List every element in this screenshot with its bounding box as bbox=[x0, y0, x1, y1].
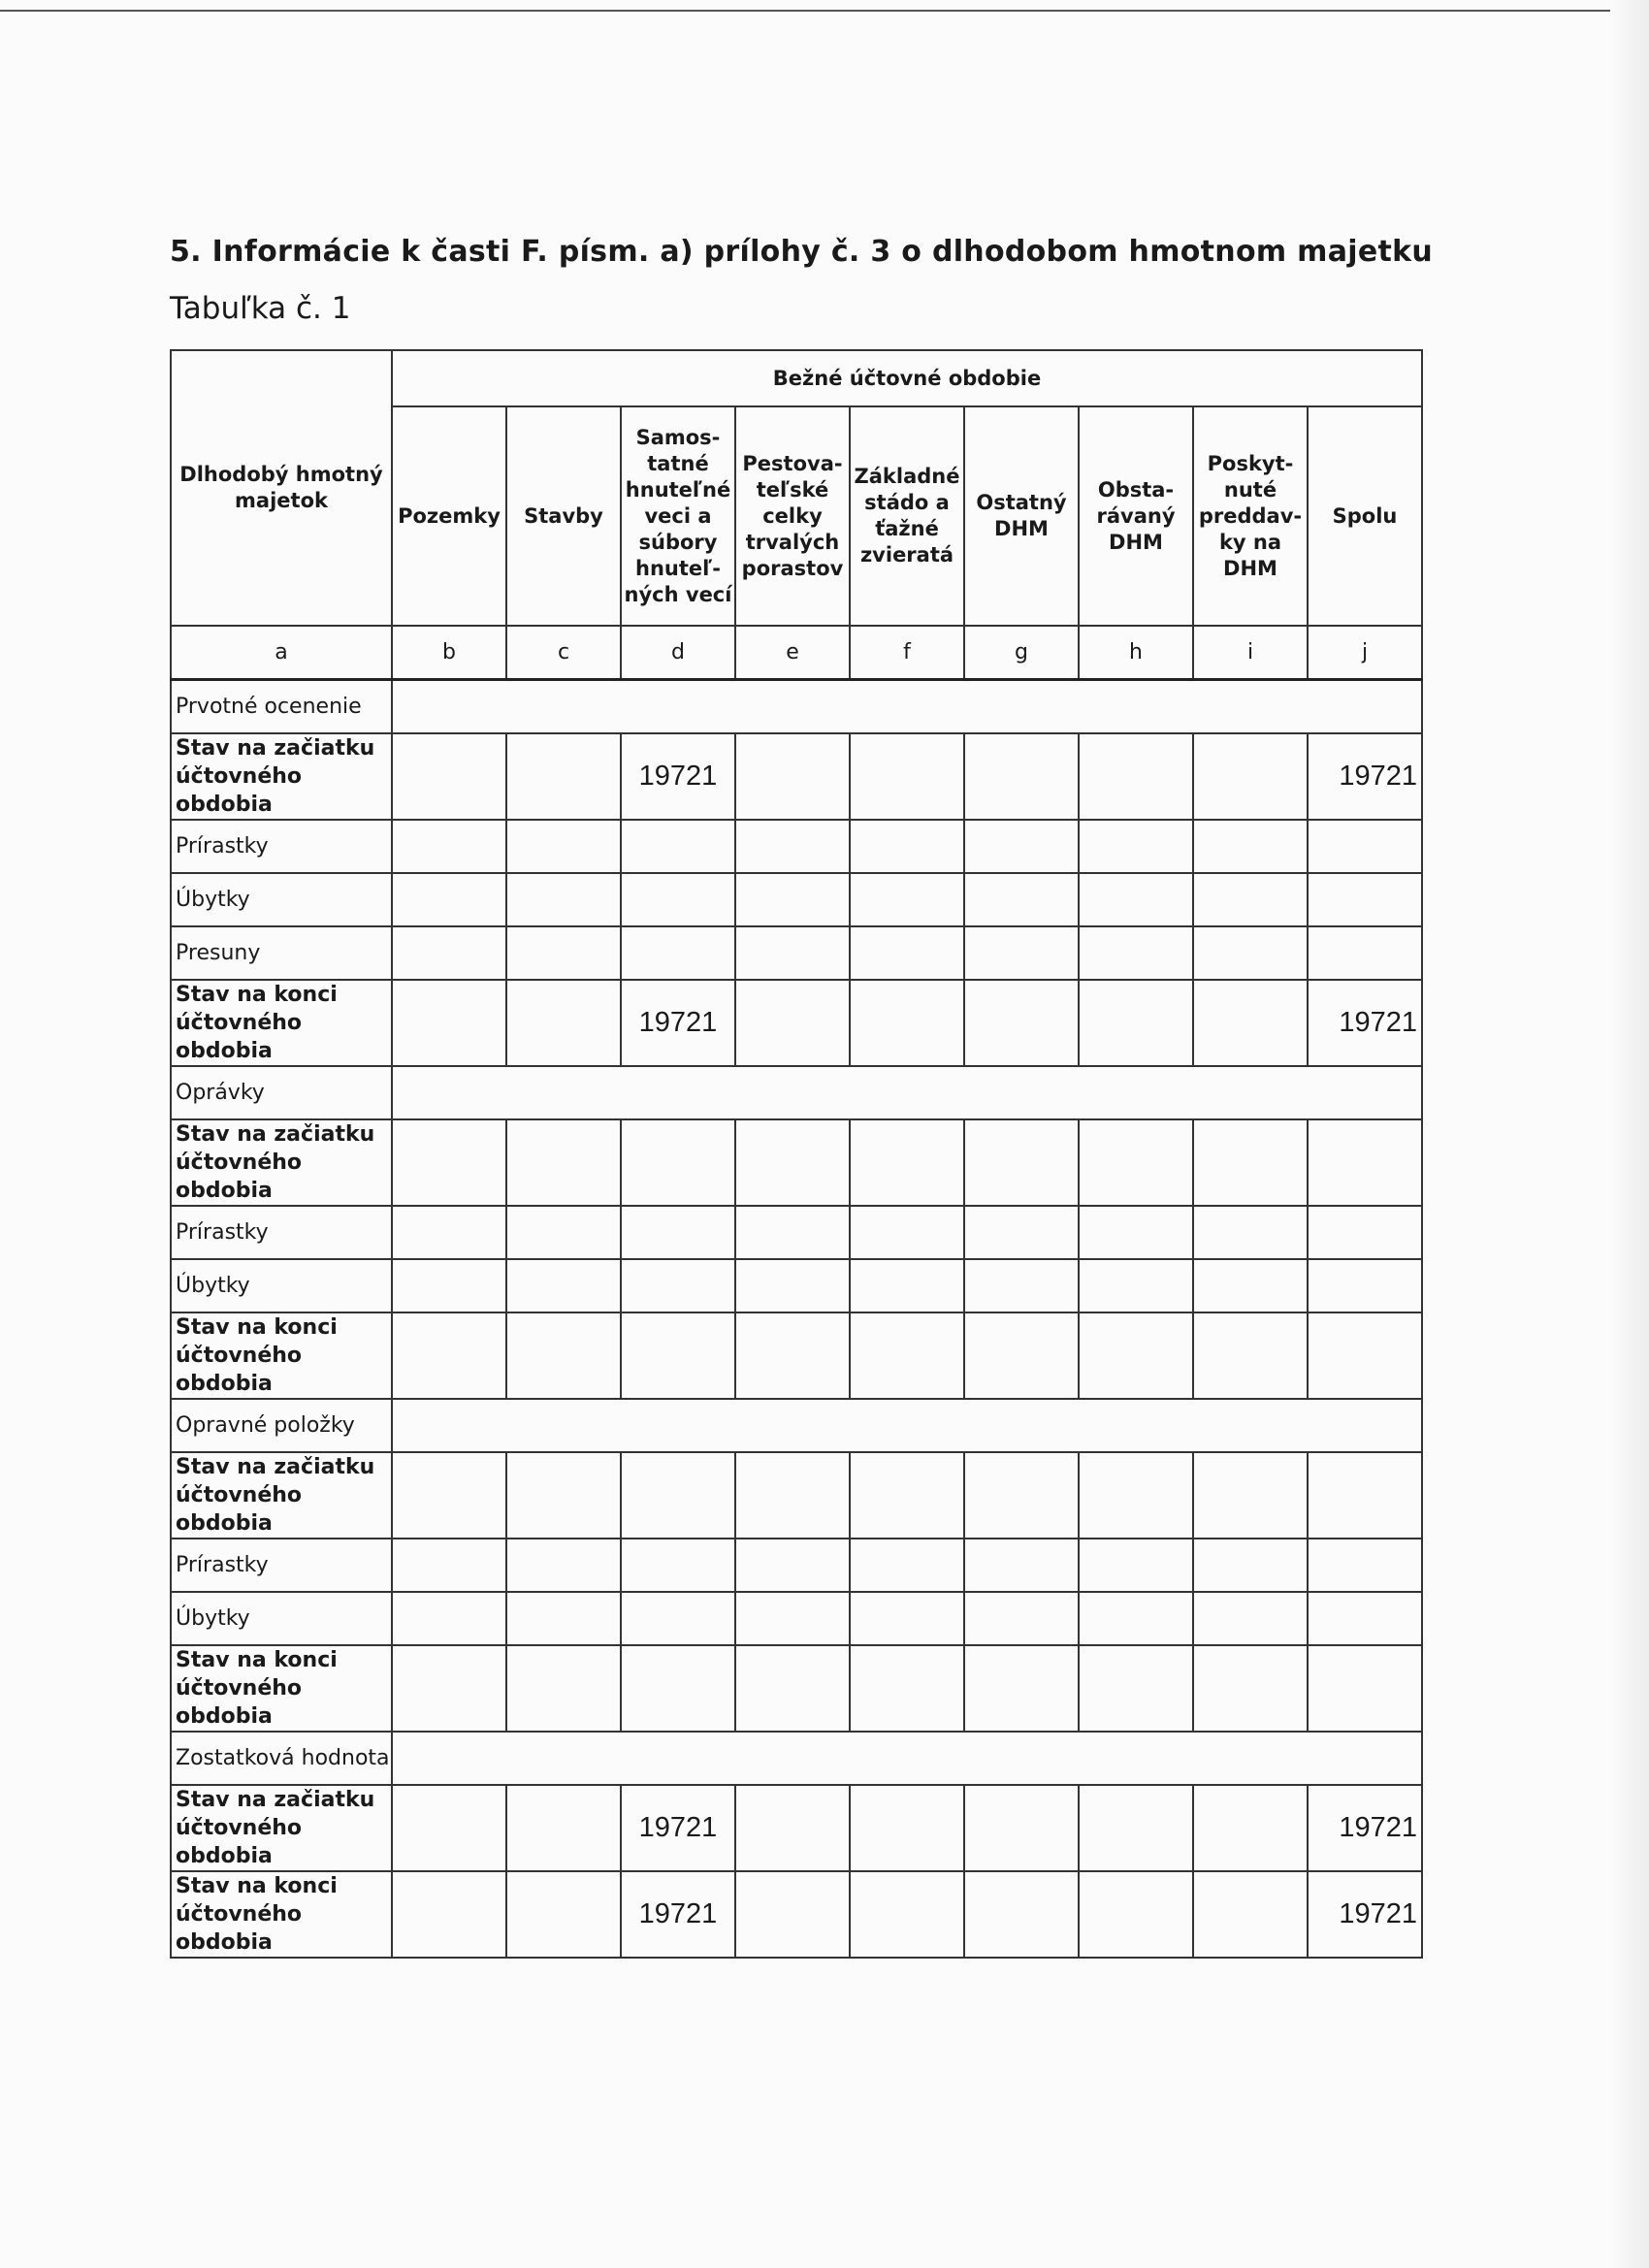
value-cell: 19721 bbox=[621, 1871, 735, 1958]
col-letter: h bbox=[1079, 626, 1193, 680]
empty-cell bbox=[1193, 1452, 1308, 1539]
column-letter-row bbox=[171, 626, 1422, 680]
section-row bbox=[171, 1066, 1422, 1119]
col-letter: g bbox=[964, 626, 1079, 680]
empty-cell bbox=[1193, 1119, 1308, 1206]
empty-cell bbox=[506, 1259, 621, 1312]
empty-cell bbox=[964, 926, 1079, 980]
empty-cell bbox=[735, 1592, 850, 1645]
empty-cell bbox=[1193, 873, 1308, 926]
empty-cell bbox=[1079, 820, 1193, 873]
empty-cell bbox=[506, 1785, 621, 1871]
empty-cell bbox=[1308, 873, 1422, 926]
empty-cell bbox=[964, 1259, 1079, 1312]
empty-cell bbox=[735, 1871, 850, 1958]
empty-cell bbox=[1308, 820, 1422, 873]
table-caption: Tabuľka č. 1 bbox=[170, 291, 351, 326]
col-header-stavby: Stavby bbox=[506, 406, 621, 626]
empty-cell bbox=[392, 1645, 506, 1732]
empty-cell bbox=[964, 1539, 1079, 1592]
empty-cell bbox=[1079, 1452, 1193, 1539]
empty-cell bbox=[964, 1312, 1079, 1399]
value-cell: 19721 bbox=[1308, 980, 1422, 1066]
col-header-zakladne-stado: Základné stádo a ťažné zvieratá bbox=[850, 406, 964, 626]
value-cell: 19721 bbox=[621, 980, 735, 1066]
table-row bbox=[171, 820, 1422, 873]
empty-cell bbox=[392, 873, 506, 926]
fixed-assets-table bbox=[170, 349, 1423, 1959]
empty-cell bbox=[1308, 1452, 1422, 1539]
empty-cell bbox=[621, 1592, 735, 1645]
empty-cell bbox=[850, 1259, 964, 1312]
col-header-pozemky: Pozemky bbox=[392, 406, 506, 626]
empty-cell bbox=[1079, 1592, 1193, 1645]
row-label: Úbytky bbox=[171, 873, 392, 926]
empty-cell bbox=[735, 1259, 850, 1312]
empty-cell bbox=[850, 1539, 964, 1592]
empty-cell bbox=[392, 1206, 506, 1259]
empty-cell bbox=[506, 1206, 621, 1259]
col-header-obstaravany-dhm: Obsta-rávaný DHM bbox=[1079, 406, 1193, 626]
empty-cell bbox=[621, 1452, 735, 1539]
value-cell: 19721 bbox=[621, 733, 735, 820]
empty-cell bbox=[964, 1592, 1079, 1645]
empty-cell bbox=[506, 1645, 621, 1732]
section-title: Prvotné ocenenie bbox=[171, 680, 392, 734]
row-label: Stav na začiatku účtovného obdobia bbox=[171, 1785, 392, 1871]
cell bbox=[392, 733, 506, 820]
empty-cell bbox=[735, 980, 850, 1066]
empty-cell bbox=[1308, 1119, 1422, 1206]
empty-cell bbox=[850, 873, 964, 926]
empty-cell bbox=[506, 980, 621, 1066]
col-letter: a bbox=[171, 626, 392, 680]
row-label: Prírastky bbox=[171, 1539, 392, 1592]
row-label: Stav na konci účtovného obdobia bbox=[171, 1312, 392, 1399]
row-label: Stav na začiatku účtovného obdobia bbox=[171, 733, 392, 820]
empty-cell bbox=[1079, 1312, 1193, 1399]
cell bbox=[850, 733, 964, 820]
empty-cell bbox=[850, 1119, 964, 1206]
empty-cell bbox=[964, 820, 1079, 873]
section-title: Oprávky bbox=[171, 1066, 392, 1119]
row-label: Úbytky bbox=[171, 1592, 392, 1645]
table-row bbox=[171, 873, 1422, 926]
row-label: Stav na začiatku účtovného obdobia bbox=[171, 1119, 392, 1206]
empty-cell bbox=[506, 873, 621, 926]
empty-cell bbox=[850, 926, 964, 980]
table-row bbox=[171, 980, 1422, 1066]
empty-cell bbox=[1308, 1645, 1422, 1732]
table-row bbox=[171, 1871, 1422, 1958]
table-row bbox=[171, 1785, 1422, 1871]
empty-cell bbox=[506, 1312, 621, 1399]
row-label: Presuny bbox=[171, 926, 392, 980]
empty-cell bbox=[735, 1645, 850, 1732]
empty-cell bbox=[964, 1871, 1079, 1958]
col-letter: e bbox=[735, 626, 850, 680]
empty-cell bbox=[1193, 1592, 1308, 1645]
empty-cell bbox=[392, 820, 506, 873]
value-cell: 19721 bbox=[1308, 1871, 1422, 1958]
empty-cell bbox=[506, 1539, 621, 1592]
empty-cell bbox=[735, 1206, 850, 1259]
empty-cell bbox=[964, 1119, 1079, 1206]
table-row bbox=[171, 1539, 1422, 1592]
col-header-spolu: Spolu bbox=[1308, 406, 1422, 626]
col-letter: f bbox=[850, 626, 964, 680]
section-row bbox=[171, 1399, 1422, 1452]
scan-top-line bbox=[0, 10, 1610, 12]
empty-cell bbox=[1193, 1206, 1308, 1259]
empty-cell bbox=[392, 1259, 506, 1312]
row-label: Prírastky bbox=[171, 1206, 392, 1259]
col-header-poskytnute-preddavky: Poskyt-nuté preddav-ky na DHM bbox=[1193, 406, 1308, 626]
table-row bbox=[171, 733, 1422, 820]
table-row bbox=[171, 1312, 1422, 1399]
empty-cell bbox=[621, 820, 735, 873]
empty-cell bbox=[621, 1312, 735, 1399]
empty-cell bbox=[392, 1452, 506, 1539]
table-row bbox=[171, 1206, 1422, 1259]
empty-cell bbox=[1193, 1871, 1308, 1958]
cell bbox=[964, 733, 1079, 820]
empty-cell bbox=[1308, 1312, 1422, 1399]
empty-cell bbox=[506, 1119, 621, 1206]
empty-cell bbox=[1193, 980, 1308, 1066]
empty-cell bbox=[1079, 1259, 1193, 1312]
row-label: Stav na začiatku účtovného obdobia bbox=[171, 1452, 392, 1539]
value-cell: 19721 bbox=[1308, 1785, 1422, 1871]
empty-cell bbox=[850, 1871, 964, 1958]
empty-cell bbox=[1193, 1259, 1308, 1312]
empty-cell bbox=[850, 1206, 964, 1259]
empty-cell bbox=[1308, 1206, 1422, 1259]
empty-cell bbox=[735, 1452, 850, 1539]
row-header-cell: Dlhodobý hmotný majetok bbox=[171, 350, 392, 626]
row-label: Stav na konci účtovného obdobia bbox=[171, 980, 392, 1066]
empty-cell bbox=[850, 820, 964, 873]
empty-cell bbox=[506, 1592, 621, 1645]
empty-cell bbox=[964, 1645, 1079, 1732]
col-header-pestovatelske-celky: Pestova-teľské celky trvalých porastov bbox=[735, 406, 850, 626]
section-title: Zostatková hodnota bbox=[171, 1732, 392, 1785]
empty-cell bbox=[1079, 1119, 1193, 1206]
col-letter: i bbox=[1193, 626, 1308, 680]
value-cell: 19721 bbox=[621, 1785, 735, 1871]
empty-cell bbox=[964, 1452, 1079, 1539]
empty-cell bbox=[1308, 1592, 1422, 1645]
table-row bbox=[171, 1645, 1422, 1732]
empty-cell bbox=[506, 1871, 621, 1958]
empty-cell bbox=[392, 1119, 506, 1206]
empty-cell bbox=[1193, 1312, 1308, 1399]
row-label: Stav na konci účtovného obdobia bbox=[171, 1871, 392, 1958]
empty-cell bbox=[964, 980, 1079, 1066]
empty-cell bbox=[850, 980, 964, 1066]
empty-cell bbox=[1193, 1785, 1308, 1871]
empty-cell bbox=[735, 1785, 850, 1871]
empty-cell bbox=[850, 1645, 964, 1732]
empty-cell bbox=[506, 820, 621, 873]
group-header-cell: Bežné účtovné obdobie bbox=[392, 350, 1422, 406]
empty-cell bbox=[1308, 926, 1422, 980]
section-heading: 5. Informácie k časti F. písm. a) prílohy č. 3 o dlhodobom hmotnom majetku bbox=[170, 235, 1434, 269]
empty-cell bbox=[735, 1119, 850, 1206]
col-letter: c bbox=[506, 626, 621, 680]
empty-cell bbox=[735, 1312, 850, 1399]
empty-cell bbox=[392, 1539, 506, 1592]
empty-cell bbox=[621, 1119, 735, 1206]
empty-cell bbox=[1079, 1785, 1193, 1871]
empty-cell bbox=[1308, 1539, 1422, 1592]
table-row bbox=[171, 926, 1422, 980]
col-letter: d bbox=[621, 626, 735, 680]
col-letter: b bbox=[392, 626, 506, 680]
empty-cell bbox=[392, 1592, 506, 1645]
section-blank bbox=[392, 1399, 1422, 1452]
col-header-samostatne-hnutelne-veci: Samos-tatné hnuteľné veci a súbory hnuteľ-ných vecí bbox=[621, 406, 735, 626]
empty-cell bbox=[850, 1452, 964, 1539]
empty-cell bbox=[964, 1206, 1079, 1259]
empty-cell bbox=[506, 926, 621, 980]
section-title: Opravné položky bbox=[171, 1399, 392, 1452]
empty-cell bbox=[1079, 1871, 1193, 1958]
empty-cell bbox=[1079, 1206, 1193, 1259]
empty-cell bbox=[735, 1539, 850, 1592]
empty-cell bbox=[850, 1785, 964, 1871]
section-row bbox=[171, 680, 1422, 734]
empty-cell bbox=[735, 926, 850, 980]
empty-cell bbox=[1079, 873, 1193, 926]
empty-cell bbox=[1308, 1259, 1422, 1312]
section-blank bbox=[392, 1732, 1422, 1785]
row-label: Prírastky bbox=[171, 820, 392, 873]
empty-cell bbox=[735, 820, 850, 873]
empty-cell bbox=[964, 1785, 1079, 1871]
value-cell: 19721 bbox=[1308, 733, 1422, 820]
empty-cell bbox=[621, 1206, 735, 1259]
empty-cell bbox=[621, 926, 735, 980]
empty-cell bbox=[621, 1645, 735, 1732]
section-row bbox=[171, 1732, 1422, 1785]
cell bbox=[1193, 733, 1308, 820]
cell bbox=[1079, 733, 1193, 820]
empty-cell bbox=[392, 1312, 506, 1399]
empty-cell bbox=[1079, 1645, 1193, 1732]
empty-cell bbox=[1193, 926, 1308, 980]
row-label: Stav na konci účtovného obdobia bbox=[171, 1645, 392, 1732]
section-blank bbox=[392, 1066, 1422, 1119]
empty-cell bbox=[506, 1452, 621, 1539]
empty-cell bbox=[1193, 1645, 1308, 1732]
empty-cell bbox=[1079, 980, 1193, 1066]
table-row bbox=[171, 1259, 1422, 1312]
empty-cell bbox=[621, 1259, 735, 1312]
empty-cell bbox=[850, 1592, 964, 1645]
empty-cell bbox=[850, 1312, 964, 1399]
empty-cell bbox=[735, 873, 850, 926]
empty-cell bbox=[392, 980, 506, 1066]
empty-cell bbox=[1193, 820, 1308, 873]
table-row bbox=[171, 1119, 1422, 1206]
row-label: Úbytky bbox=[171, 1259, 392, 1312]
col-letter: j bbox=[1308, 626, 1422, 680]
empty-cell bbox=[1193, 1539, 1308, 1592]
empty-cell bbox=[1079, 926, 1193, 980]
table-row bbox=[171, 1452, 1422, 1539]
empty-cell bbox=[621, 873, 735, 926]
section-blank bbox=[392, 680, 1422, 734]
cell bbox=[735, 733, 850, 820]
empty-cell bbox=[621, 1539, 735, 1592]
col-header-ostatny-dhm: Ostatný DHM bbox=[964, 406, 1079, 626]
empty-cell bbox=[392, 1785, 506, 1871]
scan-edge-shadow bbox=[1610, 0, 1649, 2268]
empty-cell bbox=[964, 873, 1079, 926]
table-row bbox=[171, 1592, 1422, 1645]
empty-cell bbox=[392, 926, 506, 980]
empty-cell bbox=[1079, 1539, 1193, 1592]
empty-cell bbox=[392, 1871, 506, 1958]
cell bbox=[506, 733, 621, 820]
